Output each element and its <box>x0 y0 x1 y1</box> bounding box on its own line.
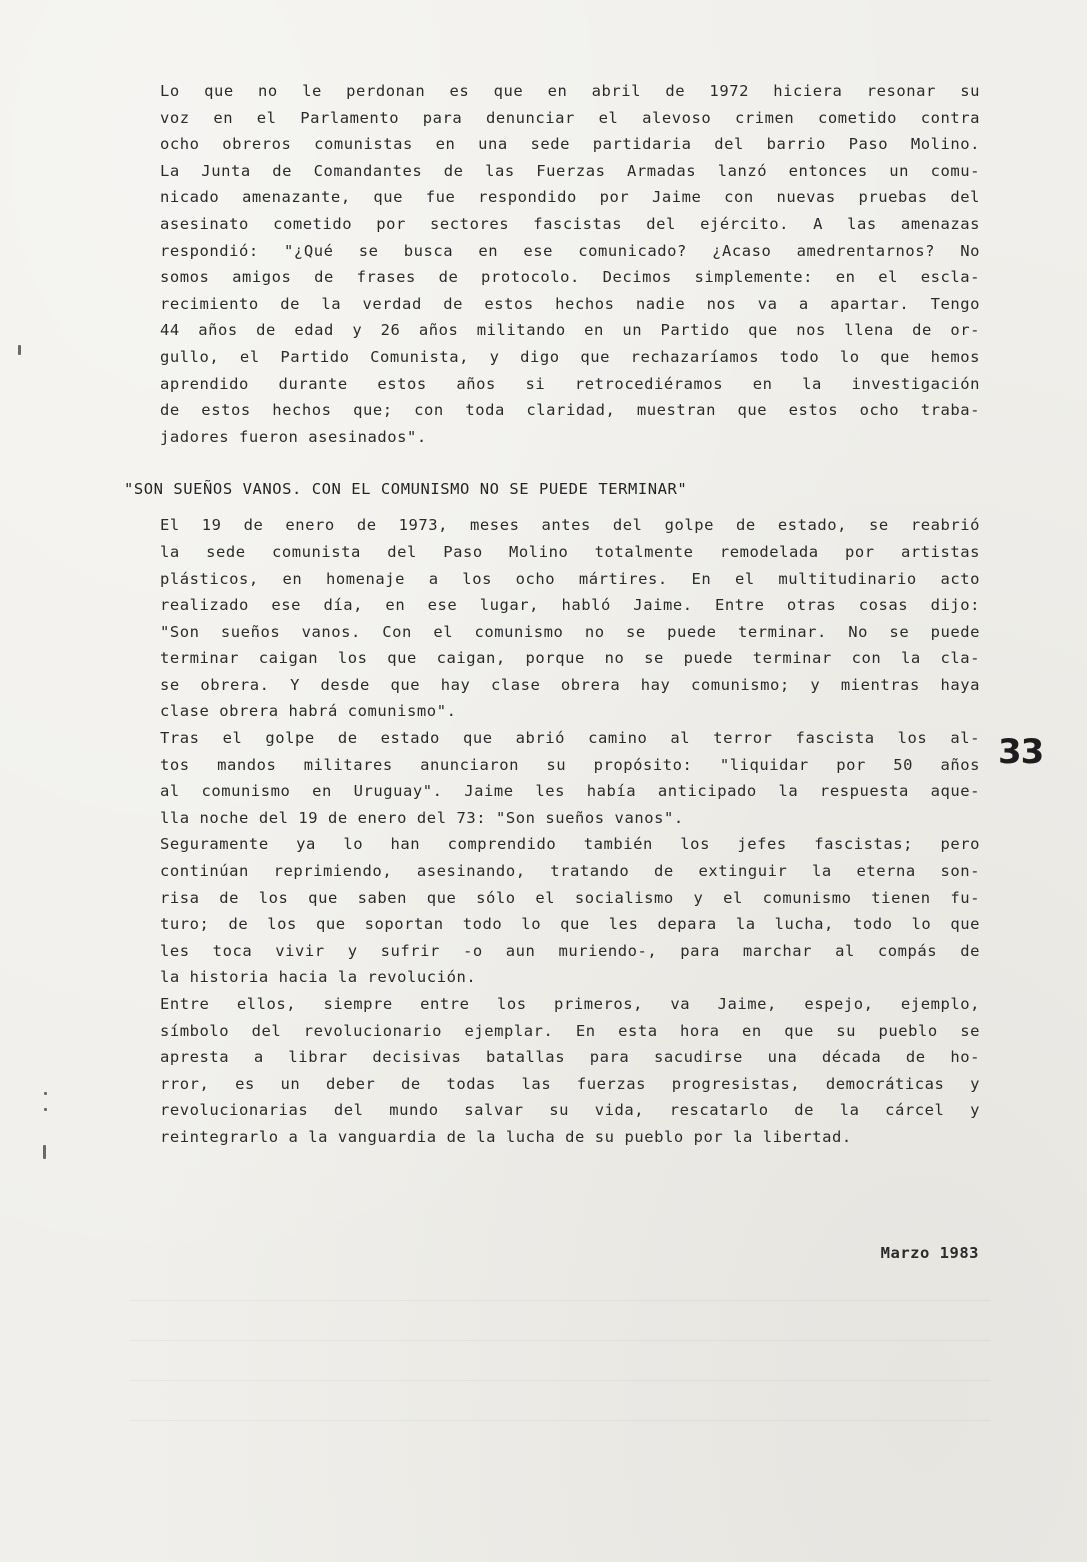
text-line: al comunismo en Uruguay". Jaime les había anticipado la respuesta aque- <box>160 782 980 801</box>
text-line: Entre ellos, siempre entre los primeros, va Jaime, espejo, ejemplo, <box>160 995 980 1013</box>
text-line: apresta a librar decisivas batallas para sacudirse una década de ho- <box>160 1048 980 1067</box>
section-heading: "SON SUEÑOS VANOS. CON EL COMUNISMO NO SE PUEDE TERMINAR" <box>124 480 688 499</box>
text-line: gullo, el Partido Comunista, y digo que rechazaríamos todo lo que hemos <box>160 347 980 366</box>
text-line: respondió: "¿Qué se busca en ese comunicado? ¿Acaso amedrentarnos? No <box>160 241 980 260</box>
margin-speck <box>44 1092 47 1095</box>
show-through-line <box>130 1340 990 1341</box>
show-through-line <box>130 1420 990 1421</box>
text-line: símbolo del revolucionario ejemplar. En esta hora en que su pueblo se <box>160 1021 980 1040</box>
text-line: nicado amenazante, que fue respondido por Jaime con nuevas pruebas del <box>160 188 980 207</box>
text-line: continúan reprimiendo, asesinando, tratando de extinguir la eterna son- <box>160 862 980 881</box>
text-line: lla noche del 19 de enero del 73: "Son sueños vanos". <box>160 808 684 827</box>
text-line: jadores fueron asesinados". <box>160 427 427 446</box>
intro-paragraph <box>124 78 980 450</box>
text-line: tos mandos militares anunciaron su propósito: "liquidar por 50 años <box>160 755 980 774</box>
text-line: Seguramente ya lo han comprendido también los jefes fascistas; pero <box>160 835 980 854</box>
text-line: clase obrera habrá comunismo". <box>160 702 457 721</box>
date-signature: Marzo 1983 <box>880 1244 979 1262</box>
text-line: reintegrarlo a la vanguardia de la lucha de su pueblo por la libertad. <box>160 1127 852 1146</box>
text-line: aprendido durante estos años si retrocediéramos en la investigación <box>160 374 980 393</box>
text-line: turo; de los que soportan todo lo que les depara la lucha, todo lo que <box>160 915 980 934</box>
margin-speck <box>18 345 21 355</box>
text-line: La Junta de Comandantes de las Fuerzas Armadas lanzó entonces un comu- <box>160 161 980 180</box>
text-line: Tras el golpe de estado que abrió camino al terror fascista los al- <box>160 729 980 748</box>
text-line: de estos hechos que; con toda claridad, muestran que estos ocho traba- <box>160 401 980 420</box>
text-line: les toca vivir y sufrir -o aun muriendo-, para marchar al compás de <box>160 941 980 960</box>
section-paragraph-3 <box>124 831 980 991</box>
text-column <box>124 78 980 1151</box>
text-line: recimiento de la verdad de estos hechos nadie nos va a apartar. Tengo <box>160 294 980 313</box>
text-line: "Son sueños vanos. Con el comunismo no se puede terminar. No se puede <box>160 622 980 641</box>
text-line: terminar caigan los que caigan, porque no se puede terminar con la cla- <box>160 649 980 668</box>
margin-speck <box>44 1108 47 1111</box>
text-line: Lo que no le perdonan es que en abril de 1972 hiciera resonar su <box>160 82 980 100</box>
page-number: 33 <box>998 732 1044 772</box>
text-line: la historia hacia la revolución. <box>160 968 477 987</box>
section-paragraph-2 <box>124 725 980 831</box>
show-through-line <box>130 1300 990 1301</box>
text-line: 44 años de edad y 26 años militando en un Partido que nos llena de or- <box>160 321 980 340</box>
text-line: se obrera. Y desde que hay clase obrera hay comunismo; y mientras haya <box>160 675 980 694</box>
text-line: El 19 de enero de 1973, meses antes del golpe de estado, se reabrió <box>160 516 980 535</box>
text-line: voz en el Parlamento para denunciar el alevoso crimen cometido contra <box>160 108 980 127</box>
text-line: la sede comunista del Paso Molino totalmente remodelada por artistas <box>160 542 980 561</box>
section-paragraph-4 <box>124 991 980 1151</box>
text-line: somos amigos de frases de protocolo. Decimos simplemente: en el escla- <box>160 268 980 287</box>
text-line: realizado ese día, en ese lugar, habló Jaime. Entre otras cosas dijo: <box>160 596 980 615</box>
text-line: asesinato cometido por sectores fascistas del ejército. A las amenazas <box>160 214 980 233</box>
text-line: rror, es un deber de todas las fuerzas progresistas, democráticas y <box>160 1074 980 1093</box>
section-paragraph-1 <box>124 512 980 725</box>
margin-speck <box>43 1145 46 1159</box>
text-line: ocho obreros comunistas en una sede partidaria del barrio Paso Molino. <box>160 135 980 154</box>
text-line: revolucionarias del mundo salvar su vida, rescatarlo de la cárcel y <box>160 1101 980 1120</box>
show-through-line <box>130 1380 990 1381</box>
text-line: risa de los que saben que sólo el socialismo y el comunismo tienen fu- <box>160 888 980 907</box>
text-line: plásticos, en homenaje a los ocho mártires. En el multitudinario acto <box>160 569 980 588</box>
